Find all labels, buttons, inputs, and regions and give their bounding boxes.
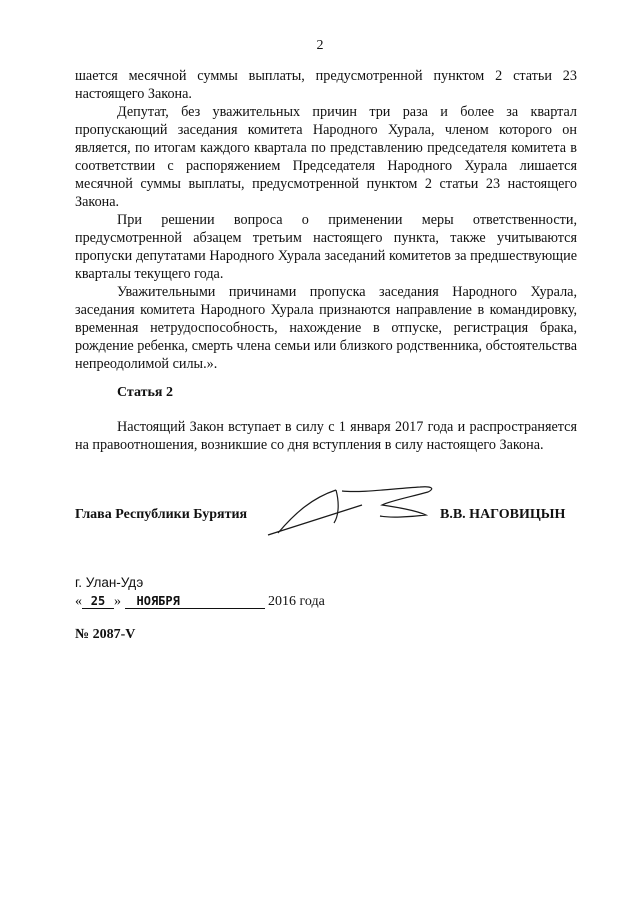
paragraph-continuation: шается месячной суммы выплаты, предусмотренной пунктом 2 статьи 23 настоящего Закона.	[75, 68, 577, 102]
date-day: 25	[82, 595, 114, 609]
handwritten-signature	[250, 483, 440, 543]
article-heading: Статья 2	[117, 385, 173, 400]
document-number: № 2087-V	[75, 627, 136, 642]
signing-date	[75, 594, 325, 610]
page-number: 2	[316, 38, 324, 53]
date-open-quote: «	[75, 594, 82, 609]
date-month: НОЯБРЯ	[125, 595, 265, 609]
signatory-name: В.В. НАГОВИЦЫН	[440, 507, 566, 522]
place-of-signing: г. Улан-Удэ	[75, 575, 144, 590]
paragraph-accounting: При решении вопроса о применении меры ответственности, предусмотренной абзацем третьим настоящего пункта, также учитываются пропуски депутатами Народного Хурала заседаний комитетов за предшествующие кварталы текущего года.	[75, 212, 577, 282]
paragraph-effective-date: Настоящий Закон вступает в силу с 1 января 2017 года и распространяется на правоотношения, возникшие со дня вступления в силу настоящего Закона.	[75, 419, 577, 453]
paragraph-absence-penalty: Депутат, без уважительных причин три раза и более за квартал пропускающий заседания комитета Народного Хурала, членом которого он является, по итогам каждого квартала по представлению председателя комитета в соответствии с распоряжением Председателя Народного Хурала лишается месячной суммы выплаты, предусмотренной пунктом 2 статьи 23 настоящего Закона.	[75, 104, 577, 210]
paragraph-valid-reasons: Уважительными причинами пропуска заседания Народного Хурала, заседания комитета Народного Хурала признаются направление в командировку, временная нетрудоспособность, нахождение в отпуске, регистрация брака, рождение ребенка, смерть члена семьи или близкого родственника, обстоятельства непреодолимой силы.».	[75, 284, 577, 372]
date-year: 2016 года	[268, 594, 325, 609]
signatory-title: Глава Республики Бурятия	[75, 507, 248, 522]
date-close-quote: »	[114, 594, 121, 609]
